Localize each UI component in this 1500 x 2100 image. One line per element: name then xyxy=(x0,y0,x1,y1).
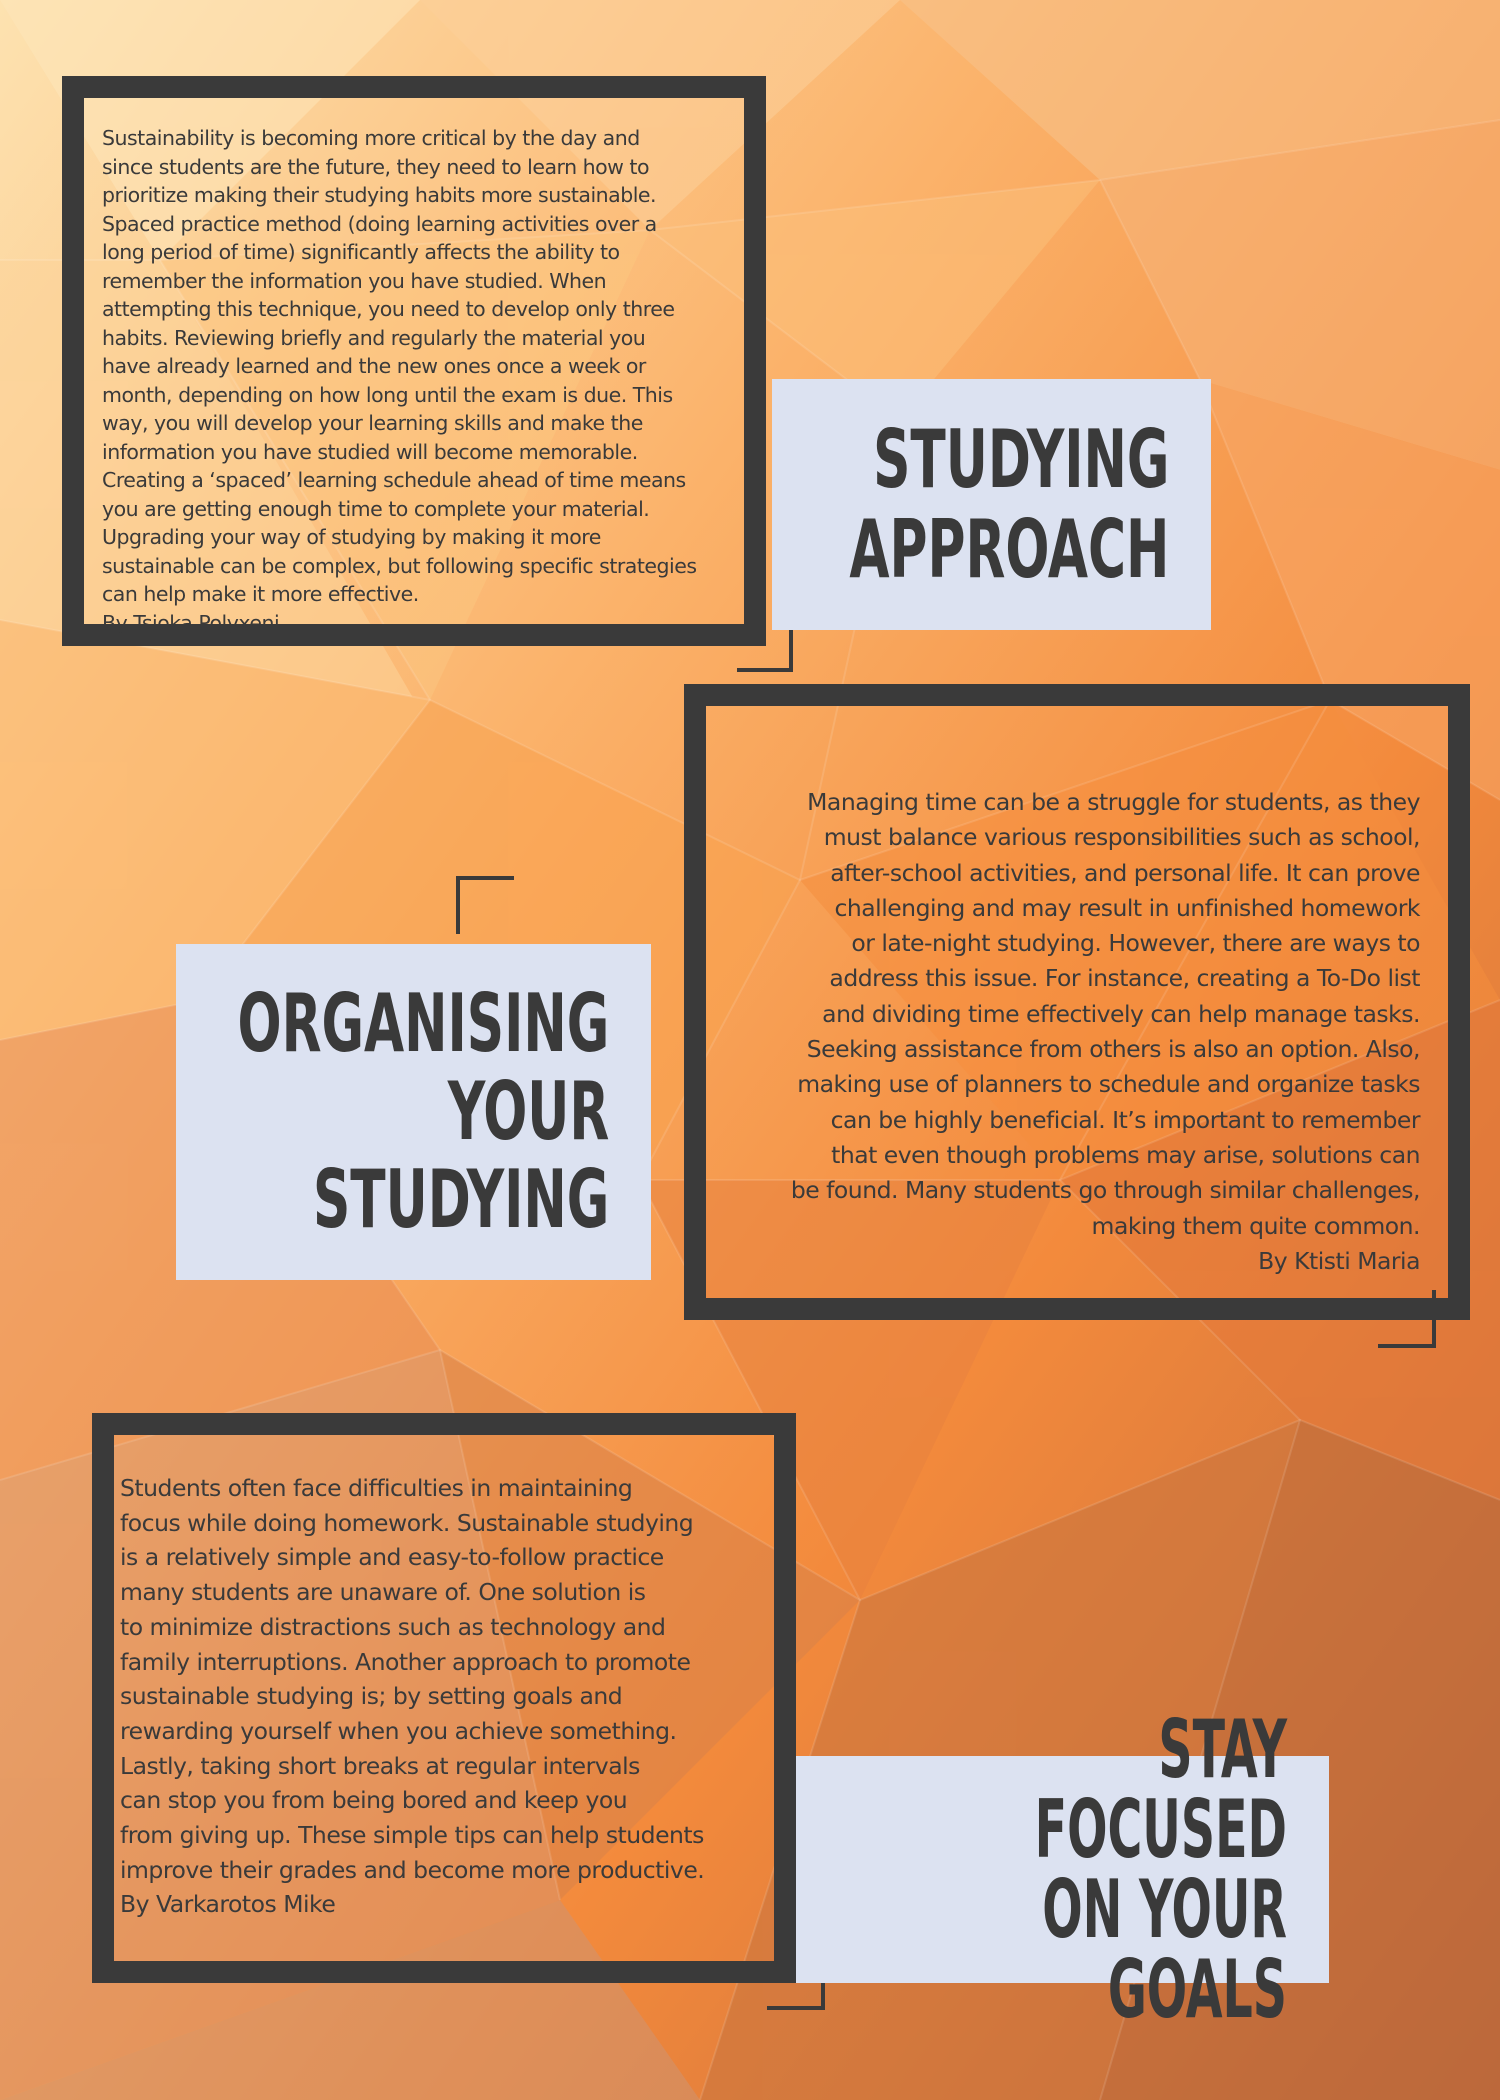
section-title-box-2 xyxy=(176,944,651,1280)
article-frame-1 xyxy=(62,76,766,646)
section-title-box-1 xyxy=(772,379,1211,630)
article-text-2: Managing time can be a struggle for students, as they must balance various responsibilities such as school, after-school activities, and personal life. It can prove challenging and may result in unfinished homework or late-night studying. However, there are ways to address this issue. For instance, creating a To-Do list and dividing time effectively can help manage tasks. Seeking assistance from others is also an option. Also, making use of planners to schedule and organize tasks can be highly beneficial. It’s important to remember that even though problems may arise, solutions can be found. Many students go through similar challenges, making them quite common. By Ktisti Maria xyxy=(790,788,1420,1275)
section-title-2: ORGANISING YOUR STUDYING xyxy=(237,977,609,1246)
section-title-box-3 xyxy=(796,1702,1329,2036)
corner-bracket-3 xyxy=(1378,1290,1436,1348)
article-text-3: Students often face difficulties in maintaining focus while doing homework. Sustainable studying is a relatively simple and easy-to-follow practice many students are unaware of. One solution is to minimize distractions such as technology and family interruptions. Another approach to promote sustainable studying is; by setting goals and rewarding yourself when you achieve something. Lastly, taking short breaks at regular intervals can stop you from being bored and keep you from giving up. These simple tips can help students improve their grades and become more productive. By Varkarotos Mike xyxy=(120,1474,705,1919)
section-title-3: STAY FOCUSED ON YOUR GOALS xyxy=(1034,1702,1287,2036)
article-frame-2 xyxy=(684,684,1470,1320)
section-title-1: STUDYING APPROACH xyxy=(849,412,1169,596)
article-text-1: Sustainability is becoming more critical by the day and since students are the future, they need to learn how to prioritize making their studying habits more sustainable. Spaced practice method (doing learning activities over a long period of time) significantly affects the ability to remember the information you have studied. When attempting this technique, you need to develop only three habits. Reviewing briefly and regularly the material you have already learned and the new ones once a week or month, depending on how long until the exam is due. This way, you will develop your learning skills and make the information you have studied will become memorable. Creating a ‘spaced’ learning schedule ahead of time means you are getting enough time to complete your material. Upgrading your way of studying by making it more sustainable can be complex, but following specific strategies can help make it more effective. By Tsioka Polyxeni xyxy=(102,126,697,635)
article-frame-3 xyxy=(92,1413,796,1983)
corner-bracket-2 xyxy=(456,876,514,934)
